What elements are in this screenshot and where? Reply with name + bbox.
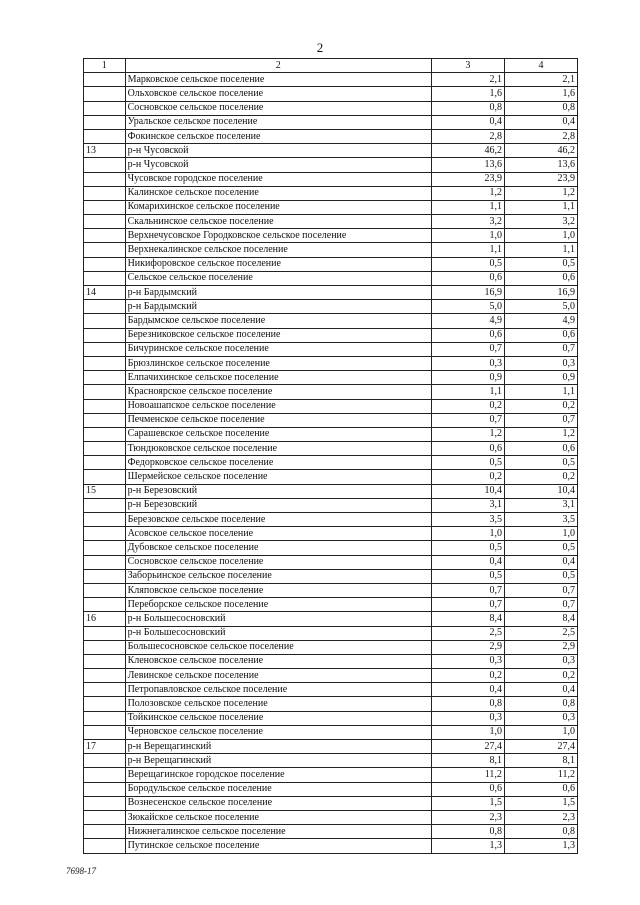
value-cell-3: 0,6 [431,328,504,342]
name-cell: Сарашевское сельское поселение [125,427,431,441]
name-cell: Бичуринское сельское поселение [125,342,431,356]
name-cell: р-н Большесосновский [125,612,431,626]
value-cell-3: 1,2 [431,186,504,200]
value-cell-4: 0,6 [504,442,577,456]
value-cell-3: 1,1 [431,243,504,257]
table-row [84,825,578,839]
name-cell: Чусовское городское поселение [125,172,431,186]
table-row [84,144,578,158]
table-row [84,186,578,200]
name-cell: Левинское сельское поселение [125,669,431,683]
row-number-cell [84,314,126,328]
table-row [84,768,578,782]
row-number-cell: 14 [84,286,126,300]
name-cell: Черновское сельское поселение [125,725,431,739]
row-number-cell [84,825,126,839]
table-row [84,342,578,356]
table-row [84,498,578,512]
table-row [84,456,578,470]
name-cell: Зюкайское сельское поселение [125,810,431,824]
name-cell: Нижнегалинское сельское поселение [125,825,431,839]
value-cell-3: 0,4 [431,683,504,697]
table-row [84,640,578,654]
table-row [84,271,578,285]
value-cell-4: 8,1 [504,754,577,768]
value-cell-4: 0,5 [504,541,577,555]
value-cell-3: 4,9 [431,314,504,328]
value-cell-3: 1,6 [431,87,504,101]
name-cell: Скальнинское сельское поселение [125,215,431,229]
name-cell: Новоашапское сельское поселение [125,399,431,413]
row-number-cell [84,711,126,725]
value-cell-4: 0,7 [504,342,577,356]
value-cell-3: 23,9 [431,172,504,186]
value-cell-3: 1,0 [431,725,504,739]
table-row [84,413,578,427]
value-cell-3: 0,8 [431,825,504,839]
value-cell-4: 23,9 [504,172,577,186]
name-cell: р-н Березовский [125,484,431,498]
row-number-cell [84,669,126,683]
value-cell-3: 2,3 [431,810,504,824]
value-cell-4: 1,6 [504,87,577,101]
row-number-cell [84,527,126,541]
table-row [84,555,578,569]
row-number-cell [84,498,126,512]
value-cell-4: 0,3 [504,654,577,668]
value-cell-4: 2,1 [504,73,577,87]
table-row [84,725,578,739]
name-cell: р-н Верещагинский [125,754,431,768]
row-number-cell [84,442,126,456]
value-cell-4: 3,5 [504,513,577,527]
value-cell-3: 0,9 [431,371,504,385]
value-cell-3: 0,8 [431,101,504,115]
value-cell-3: 5,0 [431,300,504,314]
table-row [84,442,578,456]
value-cell-4: 1,0 [504,229,577,243]
value-cell-3: 27,4 [431,740,504,754]
row-number-cell [84,810,126,824]
value-cell-4: 0,3 [504,356,577,370]
row-number-cell [84,186,126,200]
table-row [84,286,578,300]
name-cell: Фокинское сельское поселение [125,129,431,143]
row-number-cell [84,115,126,129]
row-number-cell [84,328,126,342]
table-row [84,810,578,824]
value-cell-4: 1,2 [504,186,577,200]
name-cell: Бардымское сельское поселение [125,314,431,328]
value-cell-4: 1,2 [504,427,577,441]
value-cell-3: 0,3 [431,654,504,668]
value-cell-3: 1,5 [431,796,504,810]
name-cell: Ольховское сельское поселение [125,87,431,101]
value-cell-4: 0,5 [504,257,577,271]
value-cell-4: 46,2 [504,144,577,158]
value-cell-3: 0,2 [431,669,504,683]
value-cell-3: 0,6 [431,442,504,456]
value-cell-3: 2,1 [431,73,504,87]
row-number-cell [84,399,126,413]
value-cell-4: 0,3 [504,711,577,725]
name-cell: Уральское сельское поселение [125,115,431,129]
row-number-cell [84,513,126,527]
value-cell-3: 0,7 [431,598,504,612]
name-cell: Сельское сельское поселение [125,271,431,285]
table-row [84,697,578,711]
table-row [84,484,578,498]
row-number-cell [84,356,126,370]
value-cell-4: 0,2 [504,470,577,484]
value-cell-4: 1,3 [504,839,577,853]
value-cell-4: 0,8 [504,825,577,839]
value-cell-4: 1,5 [504,796,577,810]
table-row [84,356,578,370]
table-row [84,215,578,229]
header-cell-2: 2 [125,59,431,73]
row-number-cell [84,257,126,271]
name-cell: Кленовское сельское поселение [125,654,431,668]
name-cell: Печменское сельское поселение [125,413,431,427]
name-cell: Никифоровское сельское поселение [125,257,431,271]
value-cell-4: 11,2 [504,768,577,782]
name-cell: Марковское сельское поселение [125,73,431,87]
row-number-cell [84,158,126,172]
row-number-cell [84,555,126,569]
name-cell: Калинское сельское поселение [125,186,431,200]
value-cell-4: 2,5 [504,626,577,640]
value-cell-3: 1,0 [431,527,504,541]
name-cell: Дубовское сельское поселение [125,541,431,555]
row-number-cell [84,271,126,285]
row-number-cell: 13 [84,144,126,158]
value-cell-4: 0,7 [504,583,577,597]
name-cell: Путинское сельское поселение [125,839,431,853]
name-cell: Сосновское сельское поселение [125,555,431,569]
table-body [84,59,578,854]
row-number-cell [84,583,126,597]
name-cell: Петропавловское сельское поселение [125,683,431,697]
value-cell-3: 0,4 [431,115,504,129]
table-row [84,328,578,342]
name-cell: Заборьинское сельское поселение [125,569,431,583]
row-number-cell [84,839,126,853]
name-cell: Тюндюковское сельское поселение [125,442,431,456]
table-row [84,314,578,328]
row-number-cell: 17 [84,740,126,754]
row-number-cell [84,229,126,243]
value-cell-4: 0,9 [504,371,577,385]
row-number-cell [84,427,126,441]
value-cell-4: 27,4 [504,740,577,754]
value-cell-4: 0,4 [504,555,577,569]
row-number-cell [84,768,126,782]
name-cell: р-н Бардымский [125,300,431,314]
table-row [84,101,578,115]
table-row [84,300,578,314]
table-row [84,87,578,101]
value-cell-3: 11,2 [431,768,504,782]
header-cell-1: 1 [84,59,126,73]
name-cell: р-н Чусовской [125,144,431,158]
value-cell-3: 0,8 [431,697,504,711]
value-cell-3: 0,6 [431,782,504,796]
name-cell: Верхнечусовское Городковское сельское поселение [125,229,431,243]
value-cell-4: 0,2 [504,669,577,683]
table-row [84,782,578,796]
name-cell: р-н Большесосновский [125,626,431,640]
value-cell-4: 0,6 [504,782,577,796]
data-table [83,58,578,854]
value-cell-3: 2,9 [431,640,504,654]
value-cell-3: 13,6 [431,158,504,172]
row-number-cell [84,754,126,768]
table-row [84,839,578,853]
row-number-cell [84,215,126,229]
table-row [84,229,578,243]
row-number-cell [84,654,126,668]
value-cell-4: 0,5 [504,456,577,470]
name-cell: Переборское сельское поселение [125,598,431,612]
row-number-cell [84,796,126,810]
value-cell-3: 0,7 [431,342,504,356]
table-row [84,385,578,399]
row-number-cell [84,101,126,115]
name-cell: Полозовское сельское поселение [125,697,431,711]
value-cell-4: 1,0 [504,527,577,541]
value-cell-4: 0,6 [504,328,577,342]
name-cell: Елпачихинское сельское поселение [125,371,431,385]
value-cell-3: 16,9 [431,286,504,300]
table-row [84,754,578,768]
row-number-cell [84,243,126,257]
value-cell-3: 8,1 [431,754,504,768]
value-cell-4: 10,4 [504,484,577,498]
row-number-cell [84,300,126,314]
value-cell-3: 2,8 [431,129,504,143]
value-cell-4: 1,1 [504,200,577,214]
row-number-cell [84,200,126,214]
table-row [84,427,578,441]
value-cell-4: 2,9 [504,640,577,654]
row-number-cell [84,683,126,697]
table-row [84,626,578,640]
table-header-row [84,59,578,73]
table-row [84,200,578,214]
value-cell-4: 1,1 [504,243,577,257]
row-number-cell [84,342,126,356]
value-cell-4: 0,8 [504,697,577,711]
name-cell: р-н Чусовской [125,158,431,172]
table-row [84,243,578,257]
value-cell-3: 0,5 [431,456,504,470]
value-cell-3: 3,1 [431,498,504,512]
row-number-cell [84,470,126,484]
value-cell-4: 16,9 [504,286,577,300]
name-cell: Сосновское сельское поселение [125,101,431,115]
table-row [84,129,578,143]
row-number-cell [84,697,126,711]
value-cell-4: 4,9 [504,314,577,328]
value-cell-3: 3,5 [431,513,504,527]
value-cell-3: 3,2 [431,215,504,229]
table-row [84,598,578,612]
page-number: 2 [316,40,324,55]
row-number-cell [84,569,126,583]
row-number-cell [84,87,126,101]
table-row [84,654,578,668]
value-cell-4: 0,4 [504,115,577,129]
value-cell-3: 0,5 [431,569,504,583]
value-cell-3: 1,0 [431,229,504,243]
value-cell-3: 1,2 [431,427,504,441]
name-cell: р-н Бардымский [125,286,431,300]
name-cell: Березниковское сельское поселение [125,328,431,342]
value-cell-4: 8,4 [504,612,577,626]
table-row [84,569,578,583]
table-row [84,796,578,810]
name-cell: Брюзлинское сельское поселение [125,356,431,370]
value-cell-4: 5,0 [504,300,577,314]
row-number-cell [84,129,126,143]
name-cell: р-н Березовский [125,498,431,512]
value-cell-4: 0,4 [504,683,577,697]
header-cell-4: 4 [504,59,577,73]
value-cell-3: 1,3 [431,839,504,853]
row-number-cell [84,640,126,654]
name-cell: Большесосновское сельское поселение [125,640,431,654]
name-cell: Верещагинское городское поселение [125,768,431,782]
value-cell-4: 2,8 [504,129,577,143]
row-number-cell [84,626,126,640]
value-cell-3: 1,1 [431,200,504,214]
value-cell-3: 46,2 [431,144,504,158]
name-cell: Красноярское сельское поселение [125,385,431,399]
value-cell-3: 10,4 [431,484,504,498]
row-number-cell [84,598,126,612]
value-cell-4: 0,6 [504,271,577,285]
value-cell-3: 2,5 [431,626,504,640]
row-number-cell [84,385,126,399]
value-cell-3: 0,4 [431,555,504,569]
row-number-cell: 15 [84,484,126,498]
value-cell-4: 0,8 [504,101,577,115]
name-cell: Асовское сельское поселение [125,527,431,541]
row-number-cell: 16 [84,612,126,626]
name-cell: Федорковское сельское поселение [125,456,431,470]
row-number-cell [84,172,126,186]
row-number-cell [84,782,126,796]
table-row [84,371,578,385]
name-cell: Бородульское сельское поселение [125,782,431,796]
row-number-cell [84,725,126,739]
row-number-cell [84,456,126,470]
row-number-cell [84,541,126,555]
row-number-cell [84,73,126,87]
value-cell-3: 0,5 [431,257,504,271]
name-cell: Верхнекалинское сельское поселение [125,243,431,257]
value-cell-3: 0,3 [431,711,504,725]
value-cell-4: 1,0 [504,725,577,739]
value-cell-3: 0,5 [431,541,504,555]
table-row [84,683,578,697]
table-row [84,612,578,626]
value-cell-4: 2,3 [504,810,577,824]
value-cell-4: 13,6 [504,158,577,172]
table-row [84,669,578,683]
value-cell-3: 0,7 [431,583,504,597]
name-cell: Тойкинское сельское поселение [125,711,431,725]
value-cell-4: 0,2 [504,399,577,413]
row-number-cell [84,371,126,385]
value-cell-3: 0,3 [431,356,504,370]
table-row [84,115,578,129]
document-code: 7698-17 [66,866,96,876]
value-cell-4: 0,5 [504,569,577,583]
value-cell-3: 0,7 [431,413,504,427]
name-cell: Комарихинское сельское поселение [125,200,431,214]
name-cell: Шермейское сельское поселение [125,470,431,484]
value-cell-4: 3,1 [504,498,577,512]
table-row [84,583,578,597]
value-cell-3: 0,2 [431,470,504,484]
value-cell-3: 0,2 [431,399,504,413]
table-row [84,740,578,754]
value-cell-4: 3,2 [504,215,577,229]
table-row [84,399,578,413]
row-number-cell [84,413,126,427]
value-cell-3: 1,1 [431,385,504,399]
value-cell-4: 0,7 [504,598,577,612]
name-cell: Кляповское сельское поселение [125,583,431,597]
name-cell: Вознесенское сельское поселение [125,796,431,810]
table-row [84,513,578,527]
name-cell: Березовское сельское поселение [125,513,431,527]
table-row [84,470,578,484]
table-row [84,172,578,186]
table-row [84,73,578,87]
table-row [84,541,578,555]
table-row [84,527,578,541]
value-cell-4: 0,7 [504,413,577,427]
value-cell-3: 8,4 [431,612,504,626]
header-cell-3: 3 [431,59,504,73]
name-cell: р-н Верещагинский [125,740,431,754]
value-cell-3: 0,6 [431,271,504,285]
table-row [84,158,578,172]
value-cell-4: 1,1 [504,385,577,399]
table-row [84,257,578,271]
table-row [84,711,578,725]
